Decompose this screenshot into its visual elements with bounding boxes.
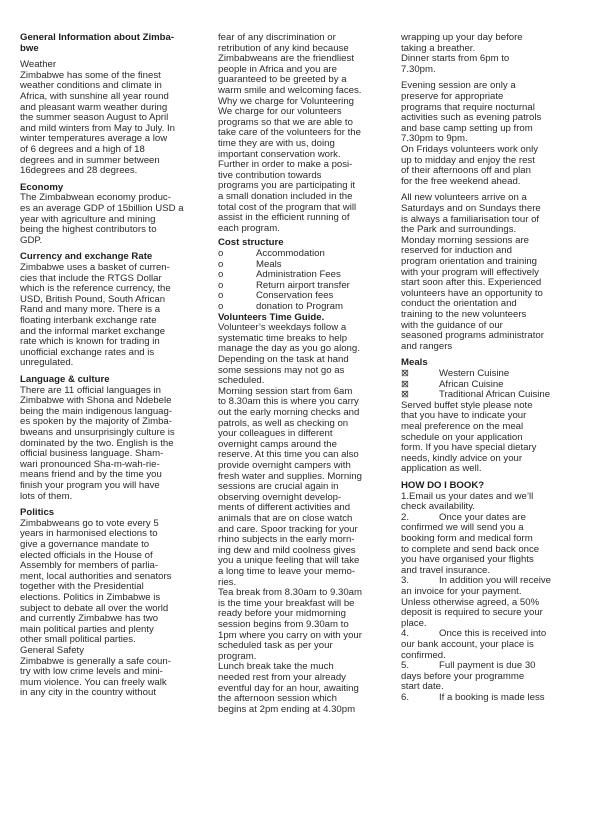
line-text: with your program will effectively	[401, 266, 539, 278]
line-text: together with the Presidential	[20, 581, 144, 593]
line-text: main political parties and plenty	[20, 623, 154, 635]
line-text: the Park and surroundings.	[401, 224, 517, 236]
line-text: If a booking is made less	[439, 692, 545, 703]
line-text: Meals	[256, 258, 282, 270]
text-line	[218, 673, 346, 684]
line-text: reserved for induction and	[401, 245, 512, 257]
line-text: with the guidance of our	[401, 319, 503, 331]
line-text: USD, British Pound, South African	[20, 293, 166, 305]
line-text: activities such as evening patrols	[401, 112, 542, 124]
line-text: time they are with us, doing	[218, 138, 335, 149]
line-text: observing overnight develop-	[218, 491, 342, 503]
line-text: fear of any discrimination or	[218, 32, 336, 43]
line-text: degrees and in summer between	[20, 154, 160, 166]
line-text: years in harmonised elections to	[20, 528, 158, 540]
text-line	[20, 593, 160, 604]
line-text: you a unique feeling that will take	[218, 555, 360, 567]
line-text: General Safety	[20, 645, 84, 656]
line-text: confirmed.	[401, 649, 446, 661]
line-text: reserve. At this time you can also	[218, 449, 359, 461]
line-text: Accommodation	[256, 248, 325, 259]
line-text: needs, kindly advice on your	[401, 452, 523, 464]
line-text: unofficial exchange rates and is	[20, 346, 155, 358]
line-text: programs so that we are able to	[218, 116, 353, 128]
line-text: total cost of the program that will	[218, 201, 357, 213]
line-text: wari pronounced Sha-m-wah-rie-	[20, 458, 160, 470]
line-text: which is the reference currency, the	[20, 283, 171, 295]
line-text: 7.30pm.	[401, 63, 436, 75]
line-text: Politics	[20, 507, 55, 519]
line-text: a small donation included in the	[218, 191, 353, 202]
line-text: es spoken by the majority of Zimba-	[20, 416, 172, 428]
line-text: Further in order to make a posi-	[218, 159, 353, 171]
line-text: Return airport transfer	[256, 279, 350, 291]
line-text: Depending on the task at hand	[218, 354, 349, 365]
line-text: On Fridays volunteers work only	[401, 144, 539, 155]
line-text: es an average GDP of 15billion USD a	[20, 203, 184, 214]
line-text: program orientation and training	[401, 256, 537, 267]
line-text: 7.30pm to 9pm.	[401, 133, 468, 145]
line-text: Assembly for members of parlia-	[20, 560, 159, 572]
line-text: official business language. Sham-	[20, 448, 164, 460]
line-text: the summer season August to April	[20, 112, 169, 124]
text-line	[20, 92, 169, 103]
line-text: ing dew and mild coolness gives	[218, 544, 356, 556]
text-line	[401, 422, 523, 433]
line-text: Administration Fees	[256, 269, 341, 281]
line-text: give a governance mandate to	[20, 539, 150, 550]
list-marker: o	[218, 258, 224, 270]
line-text: in any city in the country without	[20, 687, 156, 699]
line-text: Full payment is due 30	[439, 660, 536, 672]
text-line	[401, 310, 526, 321]
text-line	[401, 534, 533, 545]
line-text: cies that include the RTGS Dollar	[20, 272, 162, 284]
line-text: volunteers have an opportunity to	[401, 287, 543, 299]
line-text: animals that are on close watch	[218, 513, 353, 524]
line-text: overnight camps around the	[218, 438, 337, 450]
line-text: tive contribution towards	[218, 169, 322, 181]
line-text: is always a familiarisation tour of	[401, 213, 540, 225]
checkbox-icon: ⊠	[401, 368, 410, 379]
list-marker: o	[218, 269, 224, 281]
list-marker: o	[218, 279, 224, 291]
text-line	[20, 166, 137, 177]
text-line	[20, 145, 145, 156]
line-text: dominated by the two. English is the	[20, 437, 174, 449]
line-text: Served buffet style please note	[401, 399, 533, 411]
list-item	[401, 369, 509, 380]
line-text: elected officials in the House of	[20, 549, 153, 561]
text-line	[401, 587, 522, 598]
line-text: days before your programme	[401, 670, 525, 682]
line-text: GDP.	[20, 234, 43, 246]
list-marker: o	[218, 301, 224, 312]
line-text: General Information about Zimba-	[20, 32, 175, 43]
text-line	[218, 461, 351, 472]
line-text: you have organised your flights	[401, 554, 534, 566]
line-text: programs you are participating it	[218, 180, 356, 192]
text-line	[218, 33, 336, 44]
line-text: important conservation work.	[218, 148, 341, 160]
line-text: start soon after this. Experienced	[401, 277, 542, 289]
text-line	[401, 33, 523, 44]
line-text: ment, local authorities and senators	[20, 570, 172, 582]
section-heading	[20, 44, 39, 55]
line-text: deposit is required to secure your	[401, 607, 543, 619]
line-text: being the main indigenous languag-	[20, 405, 173, 417]
line-text: check availability.	[401, 501, 475, 513]
checkbox-icon: ⊠	[401, 389, 410, 401]
text-line	[218, 224, 280, 235]
line-text: needed rest from your already	[218, 672, 346, 683]
text-line	[401, 257, 537, 268]
line-text: weather conditions and climate in	[20, 80, 162, 92]
line-text: to 8.30am this is where you carry	[218, 396, 359, 408]
text-line	[218, 567, 355, 578]
line-text: bweans and unsurprisingly culture is	[20, 427, 175, 438]
section-heading	[20, 33, 174, 44]
section-heading	[401, 481, 484, 492]
text-line	[20, 428, 175, 439]
line-text: Cost structure	[218, 237, 284, 249]
line-text: an invoice for your payment.	[401, 586, 522, 597]
line-text: Africa, with sunshine all year round	[20, 91, 169, 102]
text-line	[218, 408, 359, 419]
text-line	[218, 192, 352, 203]
list-item	[218, 302, 343, 313]
line-text: programs that require nocturnal	[401, 101, 535, 113]
line-text: conduct the orientation and	[401, 298, 517, 310]
line-text: sessions are crucial again in	[218, 481, 339, 493]
line-text: We charge for our volunteers	[218, 106, 342, 118]
line-text: 1.Email us your dates and we’ll	[401, 490, 534, 502]
line-text: taking a breather.	[401, 42, 476, 54]
list-marker: 6.	[401, 692, 410, 703]
list-marker: 3.	[401, 575, 410, 587]
line-text: Rand and many more. There is a	[20, 304, 161, 316]
text-line	[20, 492, 72, 503]
line-text: year with agriculture and mining	[20, 213, 156, 225]
line-text: eventful day for an hour, awaiting	[218, 682, 359, 694]
text-line	[218, 86, 361, 97]
text-line	[20, 236, 42, 247]
line-text: rhino subjects in the early morn-	[218, 534, 355, 546]
line-text: and pleasant warm weather during	[20, 101, 168, 113]
line-text: for the free weekend ahead.	[401, 175, 521, 187]
text-line	[401, 640, 534, 651]
line-text: out the early morning checks and	[218, 407, 360, 418]
line-text: Volunteer’s weekdays follow a	[218, 322, 347, 334]
line-text: retribution of any kind because	[218, 42, 349, 54]
line-text: Dinner starts from 6pm to	[401, 53, 510, 65]
line-text: schedule on your application	[401, 431, 523, 443]
line-text: form. If you have special dietary	[401, 442, 537, 454]
line-text: 1pm where you carry on with your	[218, 629, 362, 641]
line-text: is the time your breakfast will be	[218, 597, 355, 609]
line-text: Once your dates are	[439, 511, 526, 523]
list-marker: o	[218, 290, 224, 302]
line-text: Unless otherwise agreed, a 50%	[401, 596, 540, 608]
line-text: start date.	[401, 681, 444, 693]
line-text: Language & culture	[20, 374, 110, 385]
line-text: training to the new volunteers	[401, 309, 527, 320]
line-text: the afternoon session which	[218, 693, 337, 705]
line-text: Why we charge for Volunteering	[218, 95, 354, 107]
line-text: application as well.	[401, 463, 482, 475]
line-text: assist in the efficient running of	[218, 212, 350, 224]
list-item	[218, 249, 325, 260]
line-text: place.	[401, 617, 427, 629]
line-text: Lunch break take the much	[218, 661, 334, 673]
text-line	[401, 342, 452, 353]
line-text: patrols, as well as checking on	[218, 417, 349, 429]
line-text: elections. Politics in Zimbabwe is	[20, 592, 161, 603]
line-text: and currently Zimbabwe has two	[20, 613, 159, 625]
line-text: take care of the volunteers for the	[218, 127, 361, 139]
line-text: Zimbabwe uses a basket of curren-	[20, 262, 170, 273]
line-text: Weather	[20, 59, 57, 71]
text-line	[20, 316, 157, 327]
line-text: Traditional African Cuisine	[439, 389, 551, 401]
line-text: and care. Spoor tracking for your	[218, 523, 358, 535]
line-text: people in Africa and you are	[218, 63, 337, 75]
text-line	[218, 514, 352, 525]
line-text: Evening session are only a	[401, 80, 516, 92]
line-text: preserve for appropriate	[401, 91, 504, 102]
line-text: our bank account, your place is	[401, 639, 534, 650]
text-line	[401, 177, 520, 188]
line-text: Monday morning sessions are	[401, 234, 529, 246]
line-text: booking form and medical form	[401, 533, 533, 544]
line-text: session begins from 9.30am to	[218, 619, 349, 630]
line-text: and the informal market exchange	[20, 325, 166, 337]
line-text: winter temperatures average a low	[20, 133, 168, 145]
line-text: bwe	[20, 42, 39, 54]
line-text: Zimbabwe has some of the finest	[20, 69, 161, 81]
line-text: HOW DO I BOOK?	[401, 480, 485, 491]
line-text: fresh water and supplies. Morning	[218, 470, 362, 482]
line-text: to complete and send back once	[401, 543, 540, 555]
line-text: of their afternoons off and plan	[401, 165, 531, 177]
line-text: wrapping up your day before	[401, 32, 523, 43]
line-text: Zimbabweans go to vote every 5	[20, 517, 159, 529]
list-marker: 2.	[401, 511, 410, 523]
line-text: seasoned programs administrator	[401, 330, 544, 342]
line-text: ments of different activities and	[218, 502, 351, 514]
line-text: meal preference on the meal	[401, 421, 524, 432]
line-text: All new volunteers arrive on a	[401, 192, 527, 204]
line-text: scheduled.	[218, 375, 265, 387]
list-marker: 4.	[401, 628, 410, 640]
line-text: Zimbabweans are the friendliest	[218, 53, 354, 65]
text-line	[218, 620, 349, 631]
text-line	[401, 92, 503, 103]
line-text: Zimbabwe is generally a safe coun-	[20, 655, 171, 667]
line-text: being the highest contributors to	[20, 224, 157, 236]
text-line	[20, 646, 84, 657]
text-line	[20, 358, 73, 369]
line-text: Currency and exchange Rate	[20, 251, 153, 263]
line-text: try with low crime levels and mini-	[20, 666, 163, 678]
line-text: unregulated.	[20, 357, 74, 369]
line-text: Meals	[401, 357, 428, 369]
line-text: mum violence. You can freely walk	[20, 676, 167, 688]
text-line	[20, 481, 160, 492]
line-text: Western Cuisine	[439, 368, 510, 379]
line-text: 16degrees and 28 degrees.	[20, 165, 138, 177]
text-line	[218, 705, 355, 716]
line-text: begins at 2pm ending at 4.30pm	[218, 703, 356, 715]
text-line	[20, 540, 149, 551]
list-marker: 5.	[401, 660, 410, 672]
line-text: systematic time breaks to help	[218, 332, 348, 344]
line-text: and mild winters from May to July. In	[20, 122, 175, 134]
line-text: other small political parties.	[20, 634, 136, 646]
line-text: and travel insurance.	[401, 564, 491, 576]
checkbox-icon: ⊠	[401, 378, 410, 390]
line-text: finish your program you will have	[20, 480, 160, 491]
line-text: There are 11 official languages in	[20, 384, 161, 396]
line-text: African Cuisine	[439, 378, 504, 390]
line-text: a long time to leave your memo-	[218, 566, 356, 577]
line-text: manage the day as you go along.	[218, 343, 360, 355]
text-line	[218, 139, 335, 150]
line-text: Conservation fees	[256, 290, 334, 302]
line-text: donation to Program	[256, 301, 343, 312]
line-text: up to midday and enjoy the rest	[401, 154, 535, 166]
line-text: Morning session start from 6am	[218, 385, 353, 397]
text-line	[20, 263, 170, 274]
line-text: that you have to indicate your	[401, 410, 527, 422]
line-text: ries.	[218, 576, 237, 588]
line-text: Zimbabwe with Shona and Ndebele	[20, 395, 172, 407]
text-line	[218, 355, 349, 366]
text-line	[401, 65, 436, 76]
line-text: means friend and by the time you	[20, 469, 162, 481]
line-text: subject to debate all over the world	[20, 602, 169, 614]
line-text: scheduled task as per your	[218, 640, 333, 652]
line-text: and base camp setting up from	[401, 122, 533, 134]
line-text: provide overnight campers with	[218, 460, 351, 471]
list-marker: o	[218, 248, 224, 259]
line-text: some sessions may not go as	[218, 364, 345, 376]
text-line	[401, 204, 541, 215]
line-text: Volunteers Time Guide.	[218, 311, 325, 323]
text-line	[401, 464, 482, 475]
line-text: each program.	[218, 222, 280, 234]
line-text: rate which is known for trading in	[20, 336, 160, 348]
line-text: Once this is received into	[439, 628, 547, 640]
line-text: In addition you will receive	[439, 575, 551, 587]
line-text: Economy	[20, 181, 64, 193]
line-text: Saturdays and on Sundays there	[401, 203, 541, 214]
line-text: Tea break from 8.30am to 9.30am	[218, 587, 362, 599]
line-text: warm smile and welcoming faces.	[218, 85, 362, 96]
line-text: and rangers	[401, 340, 453, 352]
line-text: The Zimbabwean economy produc-	[20, 192, 171, 204]
list-item	[401, 693, 545, 704]
line-text: ready before your midmorning	[218, 608, 346, 620]
text-line	[401, 145, 538, 156]
line-text: of 6 degrees and a high of 18	[20, 144, 145, 155]
section-heading	[20, 375, 110, 386]
text-line	[20, 688, 156, 699]
line-text: your colleagues in different	[218, 428, 333, 440]
line-text: lots of them.	[20, 490, 73, 502]
line-text: confirmed we will send you a	[401, 522, 524, 534]
line-text: program.	[218, 650, 257, 662]
text-line	[20, 204, 184, 215]
line-text: guaranteed to be greeted by a	[218, 74, 347, 86]
line-text: floating interbank exchange rate	[20, 315, 157, 326]
